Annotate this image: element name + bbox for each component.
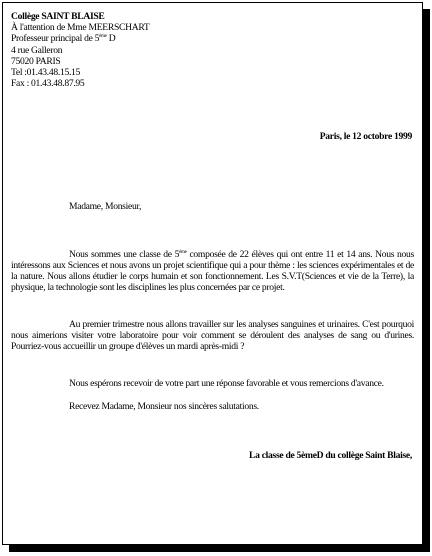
- street-address: 4 rue Galleron: [11, 44, 63, 56]
- paragraph-thanks: Nous espérons recevoir de votre part une réponse favorable et vous remercions d'avance.: [69, 378, 384, 390]
- letter-date: Paris, le 12 octobre 1999: [319, 131, 412, 143]
- paragraph-intro-rest: composée de 22 élèves qui ont entre 11 et 14 ans. Nous nous intéressons aux Sciences et nous avons un projet scientifique qui a pour thème : les sciences expérimentales et de la nature. Nous allons étudier le corps humain et son fonctionnement. Les S.V.T(Sciences et vie de la Terre), la physique, la technologie sont les disciplines les plus concernées par ce projet.: [11, 248, 414, 294]
- postal-city: 75020 PARIS: [11, 55, 61, 67]
- paragraph-intro-start: Nous sommes une classe de 5: [69, 248, 180, 260]
- teacher-title-tail: D: [106, 33, 116, 45]
- sender-address: [11, 11, 414, 89]
- recipient-attention: À l'attention de Mme MEERSCHART: [11, 22, 150, 34]
- letter-body: [11, 11, 414, 461]
- paragraph-intro: [11, 249, 414, 294]
- salutation: Madame, Monsieur,: [69, 200, 142, 212]
- phone-number: Tel :01.43.48.15.15: [11, 67, 81, 79]
- closing-line: Recevez Madame, Monsieur nos sincères salutations.: [69, 401, 259, 413]
- teacher-title-text: Professeur principal de 5: [11, 33, 100, 45]
- fax-number: Fax : 01.43.48.87.95: [11, 78, 85, 90]
- letter-page: [2, 2, 423, 545]
- school-name: Collège SAINT BLAISE: [11, 11, 105, 22]
- teacher-title: [11, 33, 414, 44]
- signature: La classe de 5èmeD du collège Saint Blaise,: [249, 449, 412, 461]
- teacher-title-sup: ème: [99, 34, 107, 40]
- paragraph-request: Au premier trimestre nous allons travailler sur les analyses sanguines et urinaires. C'est pourquoi nous aimerions visiter votre laboratoire pour voir comment se déroulent des analyses de sang ou d'urines. Pourriez-vous accueillir un groupe d'élèves un mardi après-midi ?: [11, 318, 414, 353]
- paragraph-intro-sup: ème: [179, 249, 187, 255]
